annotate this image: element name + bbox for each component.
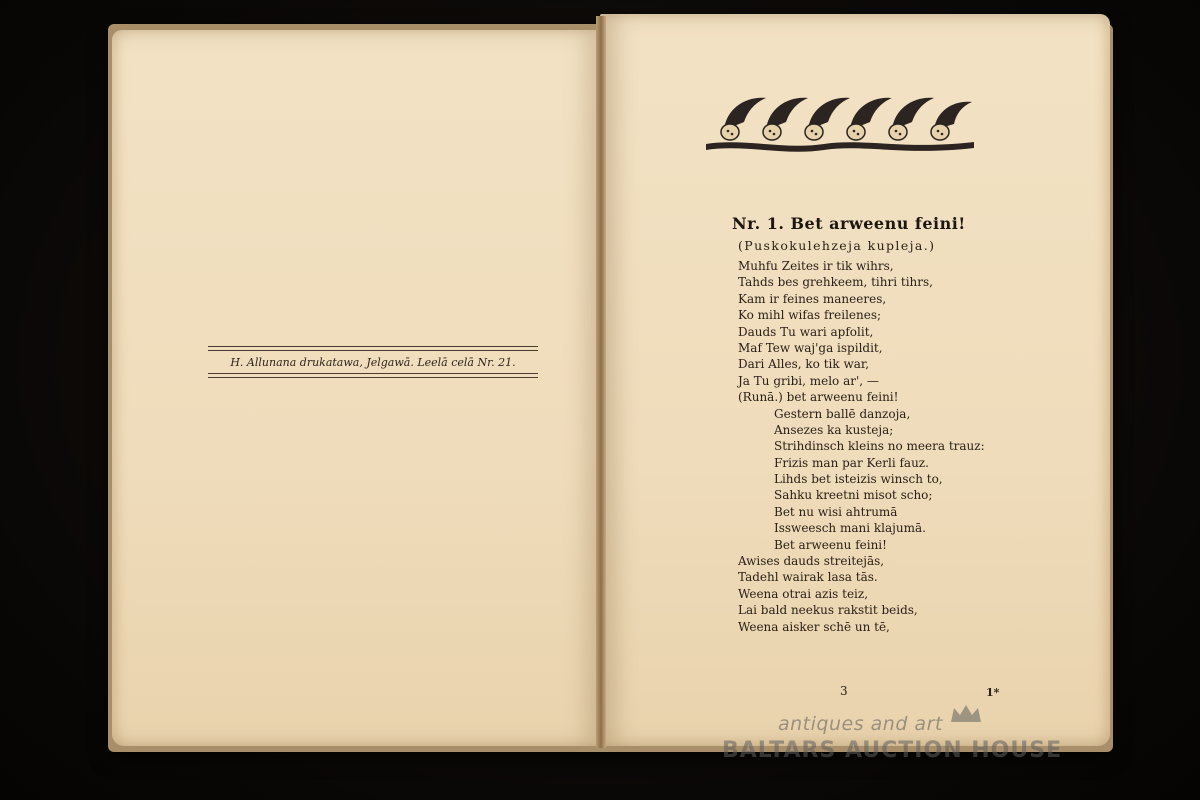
printer-imprint: [208, 346, 538, 380]
crown-icon: [948, 702, 984, 726]
verse-line: Frizis man par Kerli fauz.: [774, 455, 929, 470]
floral-ornament: [704, 90, 976, 156]
left-page: [112, 30, 604, 746]
verse-line: Lihds bet isteizis winsch to,: [774, 472, 943, 487]
verse-line: Sahku kreetni misot scho;: [774, 488, 933, 503]
verse-line: Bet nu wisi ahtrumā: [774, 504, 898, 519]
verse-line: Strihdinsch kleins no meera trauz:: [774, 439, 985, 454]
verse-line: Bet arweenu feini!: [774, 537, 887, 552]
watermark-tagline: antiques and art: [778, 713, 943, 735]
verse-line: (Runā.) bet arweenu feini!: [738, 390, 899, 405]
rule-line: [208, 350, 538, 351]
verse-line: Kam ir feines maneeres,: [738, 291, 887, 306]
poem-body: [738, 258, 1008, 635]
verse-line: Gestern ballē danzoja,: [774, 406, 911, 421]
verse-line: Ansezes ka kusteja;: [774, 422, 894, 437]
verse-line: Dauds Tu wari apfolit,: [738, 324, 874, 339]
verse-line: Tadehl wairak lasa tās.: [738, 570, 878, 585]
verse-line: Weena aisker schē un tē,: [738, 619, 890, 634]
page-gutter: [596, 16, 606, 748]
printer-imprint-text: H. Allunana drukatawa, Jelgawā. Leelā celā Nr. 21.: [230, 356, 516, 369]
watermark-house-name: BALTARS AUCTION HOUSE: [722, 738, 1063, 763]
page-number: 3: [840, 684, 848, 698]
rule-line: [208, 373, 538, 374]
song-subtitle: (Puskokulehzeja kupleja.): [738, 238, 936, 253]
verse-line: Lai bald neekus rakstit beids,: [738, 603, 918, 618]
rule-line: [208, 377, 538, 378]
verse-line: Ja Tu gribi, melo ar', —: [738, 373, 879, 388]
verse-line: Tahds bes grehkeem, tihri tihrs,: [738, 275, 933, 290]
verse-line: Awises dauds streitejās,: [738, 554, 885, 569]
signature-mark: 1*: [986, 686, 1000, 699]
song-title: Nr. 1. Bet arweenu feini!: [732, 214, 966, 233]
verse-line: Issweesch mani klajumā.: [774, 521, 926, 536]
verse-line: Muhfu Zeites ir tik wihrs,: [738, 259, 894, 273]
verse-line: Dari Alles, ko tik war,: [738, 357, 870, 372]
verse-line: Weena otrai azis teiz,: [738, 586, 869, 601]
verse-line: Ko mihl wifas freilenes;: [738, 308, 882, 323]
rule-line: [208, 346, 538, 347]
verse-line: Maf Tew waj'ga ispildit,: [738, 340, 883, 355]
